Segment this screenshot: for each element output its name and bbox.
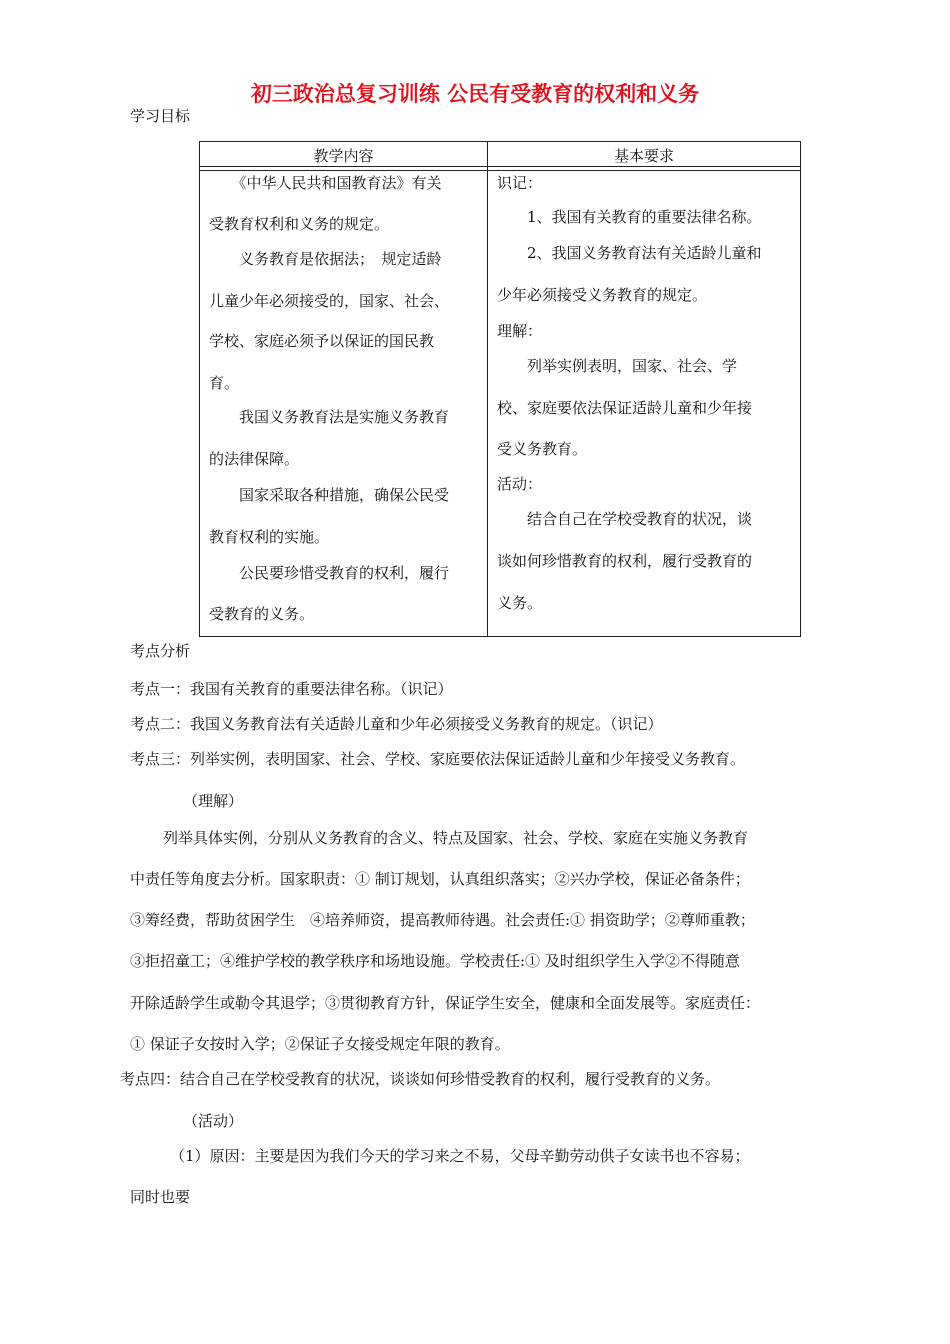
- content-line: 学校、家庭必须予以保证的国民教: [209, 332, 435, 350]
- page-title: 初三政治总复习训练 公民有受教育的权利和义务: [250, 82, 700, 106]
- content-line: 《中华人民共和国教育法》有关: [209, 174, 442, 192]
- content-line: 儿童少年必须接受的，国家、社会、: [209, 292, 450, 310]
- requirement-line: 结合自己在学校受教育的状况，谈: [497, 510, 753, 528]
- goals-table: [199, 141, 801, 637]
- content-line: 育。: [209, 374, 240, 392]
- content-line: 受教育权利和义务的规定。: [209, 215, 390, 233]
- requirement-line: 理解：: [497, 322, 543, 340]
- exam-point-tag: （理解）: [183, 792, 244, 810]
- content-line: 受教育的义务。: [209, 605, 315, 623]
- exam-point: 考点二：我国义务教育法有关适龄儿童和少年必须接受义务教育的规定。（识记）: [130, 715, 663, 733]
- column-divider: [487, 142, 488, 636]
- exam-point-tag: （活动）: [183, 1112, 244, 1130]
- content-line: 的法律保障。: [209, 450, 300, 468]
- requirement-line: 列举实例表明，国家、社会、学: [497, 357, 738, 375]
- requirement-line: 谈如何珍惜教育的权利，履行受教育的: [497, 552, 753, 570]
- requirement-line: 2、我国义务教育法有关适龄儿童和: [497, 244, 762, 262]
- content-line: 教育权利的实施。: [209, 528, 330, 546]
- body-line: 开除适龄学生或勒令其退学；③贯彻教育方针，保证学生安全，健康和全面发展等。家庭责任：: [130, 994, 761, 1012]
- body-line: 中责任等角度去分析。国家职责：① 制订规划，认真组织落实；②兴办学校，保证必备条件；: [130, 870, 750, 888]
- exam-point: 考点四：结合自己在学校受教育的状况，谈谈如何珍惜受教育的权利，履行受教育的义务。: [120, 1070, 721, 1088]
- requirement-line: 受义务教育。: [497, 440, 588, 458]
- requirement-line: 识记：: [497, 174, 543, 192]
- body-line: ① 保证子女按时入学；②保证子女接受规定年限的教育。: [130, 1035, 510, 1053]
- requirement-line: 义务。: [497, 594, 543, 612]
- content-line: 我国义务教育法是实施义务教育: [209, 408, 450, 426]
- body-line: ③拒招童工；④维护学校的教学秩序和场地设施。学校责任:① 及时组织学生入学②不得随意: [130, 952, 740, 970]
- body-line: 列举具体实例，分别从义务教育的含义、特点及国家、社会、学校、家庭在实施义务教育: [163, 829, 749, 847]
- requirement-line: 1、我国有关教育的重要法律名称。: [497, 208, 762, 226]
- header-basic-requirements: 基本要求: [613, 147, 674, 165]
- requirement-line: 少年必须接受义务教育的规定。: [497, 286, 708, 304]
- header-teaching-content: 教学内容: [313, 147, 374, 165]
- analysis-heading: 考点分析: [130, 642, 191, 660]
- body-line: ③筹经费，帮助贫困学生 ④培养师资，提高教师待遇。社会责任:① 捐资助学；②尊师重教；: [130, 911, 755, 929]
- content-line: 义务教育是依据法； 规定适龄: [209, 250, 442, 268]
- body-line: （1）原因：主要是因为我们今天的学习来之不易，父母辛勤劳动供子女读书也不容易；: [170, 1147, 750, 1165]
- goals-heading: 学习目标: [130, 107, 191, 125]
- body-line: 同时也要: [130, 1188, 191, 1206]
- exam-point: 考点一：我国有关教育的重要法律名称。（识记）: [130, 680, 453, 698]
- requirement-line: 活动：: [497, 475, 543, 493]
- content-line: 公民要珍惜受教育的权利，履行: [209, 564, 450, 582]
- content-line: 国家采取各种措施，确保公民受: [209, 486, 450, 504]
- requirement-line: 校、家庭要依法保证适龄儿童和少年接: [497, 399, 753, 417]
- header-rule-double: [200, 170, 800, 171]
- exam-point: 考点三：列举实例，表明国家、社会、学校、家庭要依法保证适龄儿童和少年接受义务教育。: [130, 750, 746, 768]
- header-rule: [200, 166, 800, 167]
